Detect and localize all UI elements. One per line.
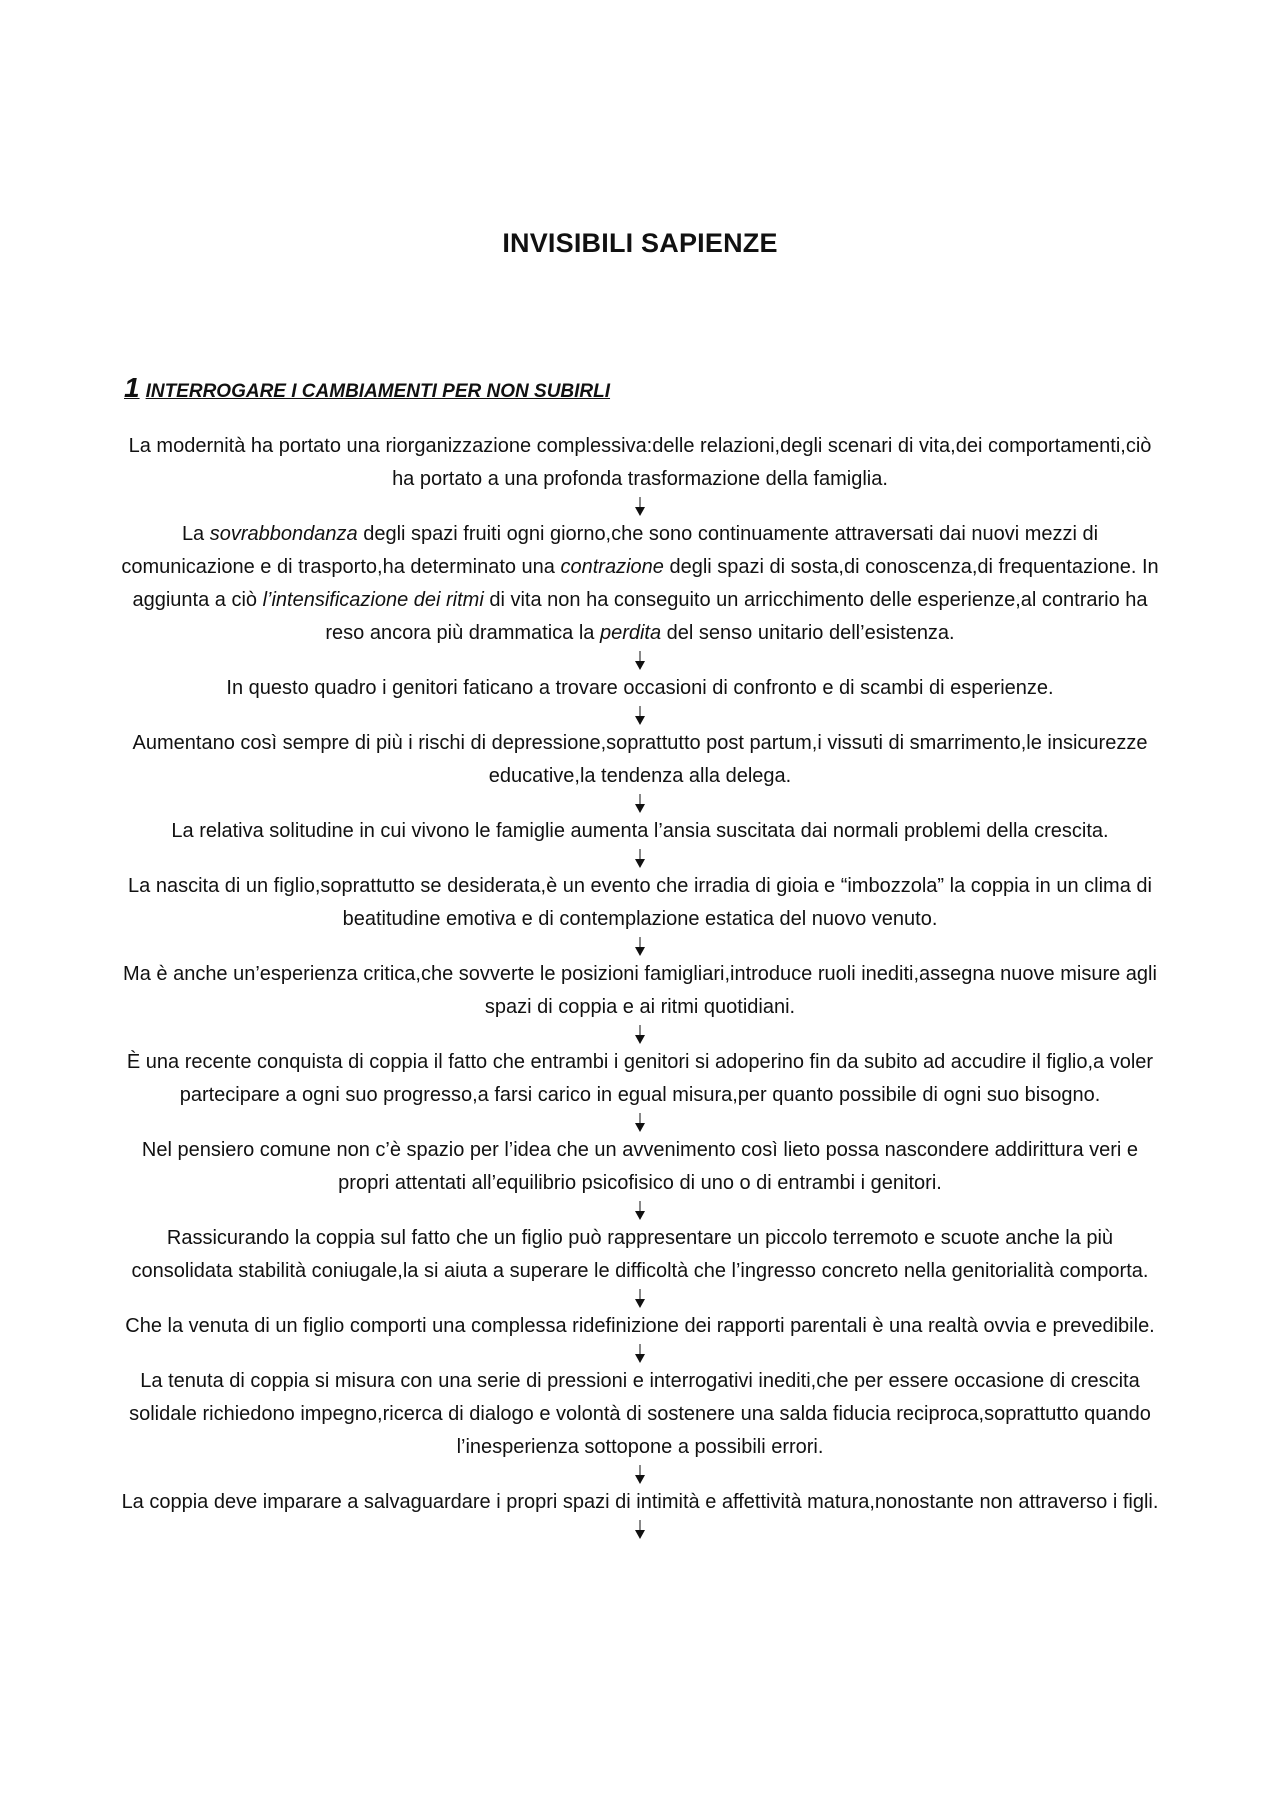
paragraph — [120, 430, 1160, 496]
paragraph-text: La coppia deve imparare a salvaguardare i propri spazi di intimità e affettività matura,nonostante non attraverso i figli. — [121, 1491, 1159, 1513]
paragraph — [120, 958, 1160, 1024]
paragraph — [120, 1222, 1160, 1288]
paragraph-text: Ma è anche un’esperienza critica,che sovverte le posizioni famigliari,introduce ruoli inediti,assegna nuove misure agli spazi di coppia e ai ritmi quotidiani. — [123, 963, 1157, 1018]
paragraph-text: del senso unitario dell’esistenza. — [661, 622, 955, 644]
paragraph — [120, 870, 1160, 936]
document-body — [120, 430, 1160, 1541]
paragraph-text: Rassicurando la coppia sul fatto che un figlio può rappresentare un piccolo terremoto e scuote anche la più consolidata stabilità coniugale,la si aiuta a superare le difficoltà che l’ingresso concreto nella genitorialità comporta. — [131, 1227, 1149, 1282]
italic-text: l’intensificazione dei ritmi — [262, 589, 484, 611]
paragraph — [120, 815, 1160, 848]
down-arrow-icon — [630, 1464, 650, 1486]
paragraph-text: La modernità ha portato una riorganizzazione complessiva:delle relazioni,degli scenari di vita,dei comportamenti,ciò ha portato a una profonda trasformazione della famiglia. — [128, 435, 1152, 490]
section-number: 1 — [124, 372, 140, 403]
paragraph — [120, 1310, 1160, 1343]
document-title: INVISIBILI SAPIENZE — [502, 228, 778, 258]
paragraph — [120, 727, 1160, 793]
down-arrow-icon — [630, 650, 650, 672]
italic-text: contrazione — [560, 556, 664, 578]
down-arrow-icon — [630, 1112, 650, 1134]
paragraph — [120, 672, 1160, 705]
down-arrow-icon — [630, 793, 650, 815]
paragraph — [120, 1046, 1160, 1112]
paragraph-text: Nel pensiero comune non c’è spazio per l’idea che un avvenimento così lieto possa nascondere addirittura veri e propri attentati all’equilibrio psicofisico di uno o di entrambi i genitori. — [141, 1139, 1139, 1194]
down-arrow-icon — [630, 705, 650, 727]
paragraph-text: di vita non ha conseguito un arricchimento delle esperienze,al contrario ha reso ancora più drammatica la — [325, 589, 1148, 644]
paragraph — [120, 1134, 1160, 1200]
paragraph — [120, 518, 1160, 650]
paragraph-text: Che la venuta di un figlio comporti una complessa ridefinizione dei rapporti parentali è una realtà ovvia e prevedibile. — [125, 1315, 1155, 1337]
paragraph-text: degli spazi fruiti ogni giorno,che sono continuamente attraversati dai nuovi mezzi di comunicazione e di trasporto,ha determinato una — [121, 523, 1099, 578]
section-heading — [124, 372, 610, 404]
down-arrow-icon — [630, 1343, 650, 1365]
down-arrow-icon — [630, 936, 650, 958]
italic-text: sovrabbondanza — [209, 523, 358, 545]
down-arrow-icon — [630, 848, 650, 870]
down-arrow-icon — [630, 1519, 650, 1541]
paragraph — [120, 1486, 1160, 1519]
down-arrow-icon — [630, 1288, 650, 1310]
down-arrow-icon — [630, 1200, 650, 1222]
paragraph-text: degli spazi di sosta,di conoscenza,di frequentazione. In aggiunta a ciò — [132, 556, 1159, 611]
paragraph-text: La nascita di un figlio,soprattutto se desiderata,è un evento che irradia di gioia e “imbozzola” la coppia in un clima di beatitudine emotiva e di contemplazione estatica del nuovo venuto. — [128, 875, 1152, 930]
paragraph-text: La — [181, 523, 210, 545]
paragraph-text: Aumentano così sempre di più i rischi di depressione,soprattutto post partum,i vissuti di smarrimento,le insicurezze educative,la tendenza alla delega. — [132, 732, 1148, 787]
paragraph-text: È una recente conquista di coppia il fatto che entrambi i genitori si adoperino fin da subito ad accudire il figlio,a voler partecipare a ogni suo progresso,a farsi carico in egual misura,per quanto possibile di ogni suo bisogno. — [126, 1051, 1154, 1106]
paragraph-text: In questo quadro i genitori faticano a trovare occasioni di confronto e di scambi di esperienze. — [226, 677, 1054, 699]
section-heading-text: INTERROGARE I CAMBIAMENTI PER NON SUBIRLI — [145, 381, 611, 402]
paragraph-text: La tenuta di coppia si misura con una serie di pressioni e interrogativi inediti,che per essere occasione di crescita solidale richiedono impegno,ricerca di dialogo e volontà di sostenere una salda fiducia reciproca,soprattutto quando l’inesperienza sottopone a possibili errori. — [129, 1370, 1151, 1458]
paragraph-text: La relativa solitudine in cui vivono le famiglie aumenta l’ansia suscitata dai normali problemi della crescita. — [171, 820, 1109, 842]
down-arrow-icon — [630, 1024, 650, 1046]
italic-text: perdita — [599, 622, 662, 644]
paragraph — [120, 1365, 1160, 1464]
down-arrow-icon — [630, 496, 650, 518]
